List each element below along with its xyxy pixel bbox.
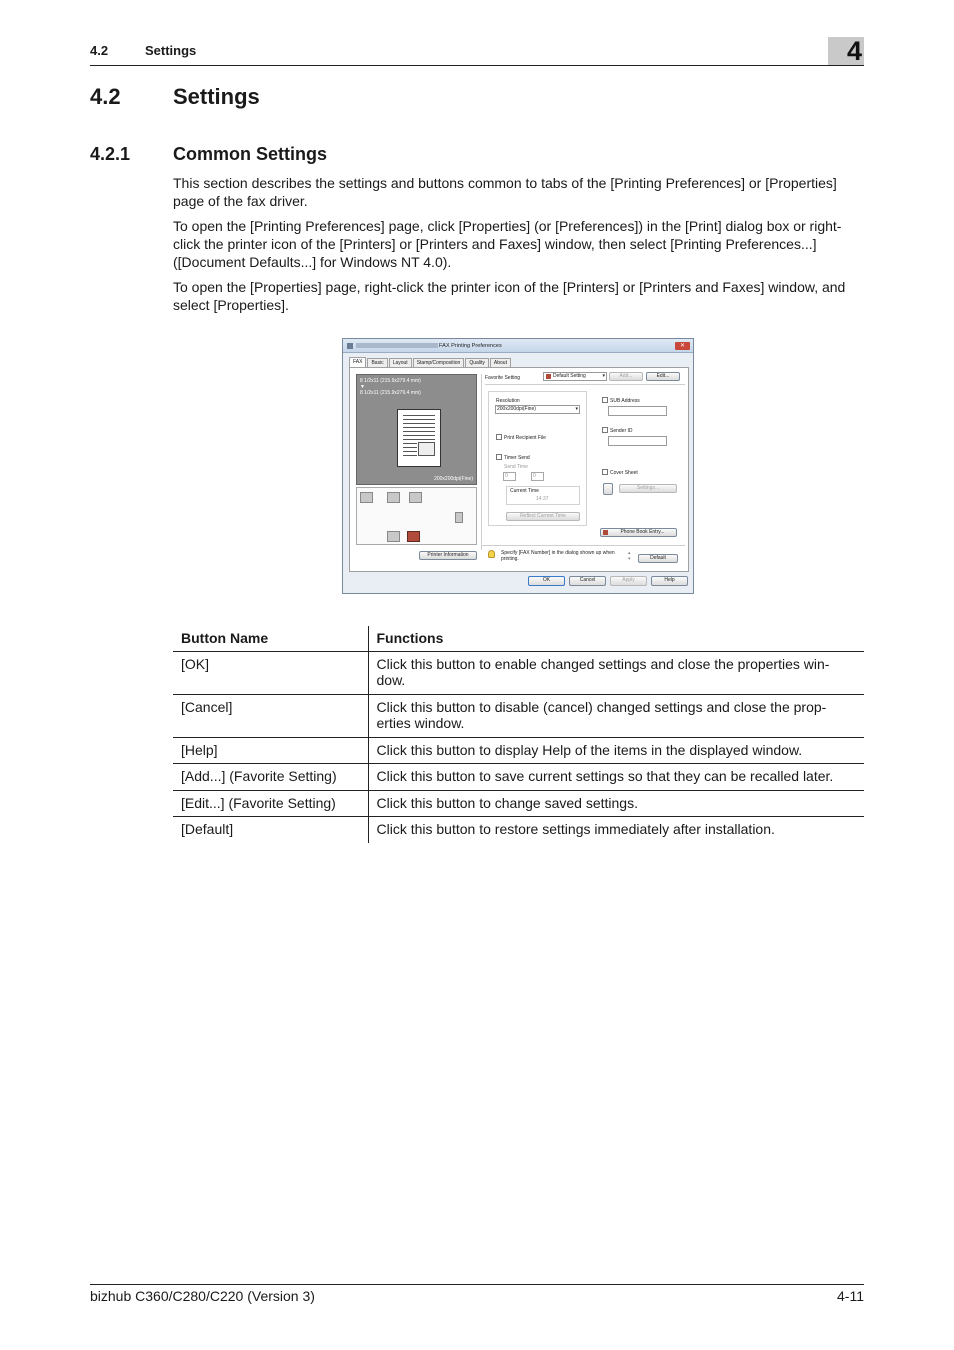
tab-about[interactable]: About (490, 358, 511, 367)
stamp-preview (418, 442, 435, 456)
button-name-cell: [OK] (173, 651, 368, 694)
fax-printing-preferences-dialog (342, 338, 694, 594)
resolution-label: Resolution (496, 398, 520, 404)
sub-address-input[interactable] (608, 406, 667, 416)
table-row (173, 764, 864, 791)
sub-address-checkbox[interactable] (602, 397, 608, 403)
section-number: 4.2 (90, 84, 121, 109)
users-group-icon (407, 531, 420, 542)
sender-id-label: Sender ID (610, 428, 633, 434)
printer-model-name (356, 343, 438, 348)
favorite-setting-value: Default Setting (553, 373, 586, 379)
dialog-title: FAX Printing Preferences (439, 343, 502, 349)
send-minute-value: 0 (533, 473, 536, 479)
add-button[interactable]: Add... (609, 372, 643, 381)
chevron-down-icon: ▾ (602, 373, 605, 379)
running-header (90, 42, 864, 66)
button-functions-table (173, 626, 864, 843)
reflect-current-time-button[interactable]: Reflect Current Time (506, 512, 580, 521)
close-button[interactable]: ✕ (675, 342, 690, 350)
favorite-icon (546, 374, 551, 379)
page-preview (356, 374, 477, 485)
sender-id-checkbox[interactable] (602, 427, 608, 433)
column-divider (481, 374, 482, 550)
device-icons-panel (356, 487, 477, 545)
button-name-cell: [Cancel] (173, 694, 368, 737)
current-time-value: 14:37 (536, 496, 549, 502)
favorite-setting-label: Favorite Setting (485, 375, 521, 381)
preview-original-size: 8 1/2x11 (215.9x279.4 mm) (360, 378, 421, 384)
apply-button[interactable]: Apply (610, 576, 647, 586)
function-cell: Click this button to restore settings immediately after installation. (376, 821, 775, 837)
subsection-heading (90, 144, 327, 165)
timer-send-checkbox[interactable] (496, 454, 502, 460)
timer-send-label: Timer Send (504, 455, 530, 461)
cover-sheet-settings-button[interactable]: Settings... (619, 484, 677, 493)
print-recipient-file-label: Print Recipient File (504, 435, 546, 441)
running-header-section-number: 4.2 (90, 43, 109, 58)
fax-tab-panel (349, 367, 689, 572)
cover-sheet-checkbox[interactable] (602, 469, 608, 475)
printer-icon (347, 343, 353, 349)
chevron-down-icon: ▾ (575, 406, 578, 412)
function-cell: Click this button to display Help of the items in the displayed window. (368, 737, 864, 764)
tab-basic[interactable]: Basic (367, 358, 387, 367)
favorite-divider (485, 384, 685, 385)
cancel-button[interactable]: Cancel (569, 576, 606, 586)
finisher-icon (387, 492, 400, 503)
down-arrow-icon: ▼ (360, 384, 365, 390)
ok-button[interactable]: OK (528, 576, 565, 586)
button-name-cell: [Help] (173, 737, 368, 764)
hint-scroll-arrows[interactable]: ▴ ▾ (628, 550, 631, 562)
chapter-number: 4 (846, 36, 862, 66)
function-cell: Click this button to save current settings so that they can be recalled later. (368, 764, 864, 791)
hint-divider (481, 545, 685, 546)
fax-machine-icon (360, 492, 373, 503)
table-row (173, 790, 864, 817)
default-button[interactable]: Default (638, 554, 678, 563)
section-heading (90, 84, 260, 110)
table-row (173, 737, 864, 764)
tab-layout[interactable]: Layout (389, 358, 412, 367)
phone-book-icon (603, 530, 608, 535)
button-name-cell: [Edit...] (Favorite Setting) (173, 790, 368, 817)
table-row (173, 817, 864, 843)
option-unit-icon (409, 492, 422, 503)
function-cell: Click this button to change saved settings. (368, 790, 864, 817)
table-row (173, 651, 864, 694)
help-button[interactable]: Help (651, 576, 688, 586)
preview-resolution: 200x200dpi(Fine) (434, 476, 473, 482)
resolution-value: 200x200dpi(Fine) (497, 406, 536, 412)
tab-quality[interactable]: Quality (465, 358, 489, 367)
paper-preview (397, 409, 441, 467)
subsection-number: 4.2.1 (90, 144, 131, 164)
user-icon (387, 531, 400, 542)
table-row (173, 694, 864, 737)
section-title: Settings (173, 84, 260, 109)
edit-button[interactable]: Edit... (646, 372, 680, 381)
button-name-cell: [Default] (173, 817, 368, 843)
phone-book-entry-button[interactable] (600, 528, 677, 537)
footer-page-number: 4-11 (837, 1288, 864, 1304)
phone-book-entry-label: Phone Book Entry... (620, 529, 665, 535)
send-minute-spinner[interactable] (531, 472, 544, 481)
button-name-cell: [Add...] (Favorite Setting) (173, 764, 368, 791)
send-time-label: Send Time (504, 464, 528, 470)
subsection-title: Common Settings (173, 144, 328, 164)
printing-preferences-paragraph: To open the [Printing Preferences] page, click [Properties] (or [Preferences]) in the [Print] dialog box or right-click the printer icon of the [Printers] or [Printers and Faxes] window, then select [Printing Preferences...] ([Document Defaults...] for Windows NT 4.0). (173, 218, 842, 270)
intro-paragraph: This section describes the settings and buttons common to tabs of the [Printing Preferences] or [Properties] page of the fax driver. (173, 175, 837, 209)
properties-paragraph: To open the [Properties] page, right-click the printer icon of the [Printers] or [Printers and Faxes] window, and select [Properties]. (173, 279, 846, 313)
column-header-functions: Functions (368, 626, 864, 651)
chapter-tab (828, 37, 864, 65)
lightbulb-icon (488, 550, 495, 558)
favorite-setting-select[interactable] (543, 372, 607, 381)
column-header-button-name: Button Name (173, 626, 368, 651)
paper-tray-icon (455, 512, 463, 523)
page-footer (90, 1284, 864, 1304)
footer-document-title: bizhub C360/C280/C220 (Version 3) (90, 1288, 315, 1304)
tab-fax[interactable]: FAX (349, 357, 366, 367)
send-hour-spinner[interactable] (503, 472, 516, 481)
sub-address-label: SUB Address (610, 398, 640, 404)
sender-id-input[interactable] (608, 436, 667, 446)
dialog-titlebar (343, 339, 693, 353)
cover-sheet-preview-button[interactable] (603, 483, 613, 495)
fax-number-hint: Specify [FAX Number] in the dialog shown up when printing. (501, 550, 615, 562)
cover-sheet-label: Cover Sheet (610, 470, 638, 476)
send-hour-value: 0 (505, 473, 508, 479)
current-time-label: Current Time (510, 488, 539, 494)
table-header-row (173, 626, 864, 651)
function-cell: Click this button to enable changed settings and close the properties win-dow. (368, 651, 864, 694)
running-header-section-title: Settings (145, 43, 197, 58)
preview-paper-size: 8 1/2x11 (215.9x279.4 mm) (360, 390, 421, 396)
function-cell: Click this button to disable (cancel) changed settings and close the prop-erties window. (368, 694, 864, 737)
dialog-tabs (349, 357, 512, 367)
tab-stamp-composition[interactable]: Stamp/Composition (413, 358, 465, 367)
resolution-select[interactable] (495, 405, 580, 414)
print-recipient-file-checkbox[interactable] (496, 434, 502, 440)
printer-information-button[interactable]: Printer Information (419, 551, 477, 560)
